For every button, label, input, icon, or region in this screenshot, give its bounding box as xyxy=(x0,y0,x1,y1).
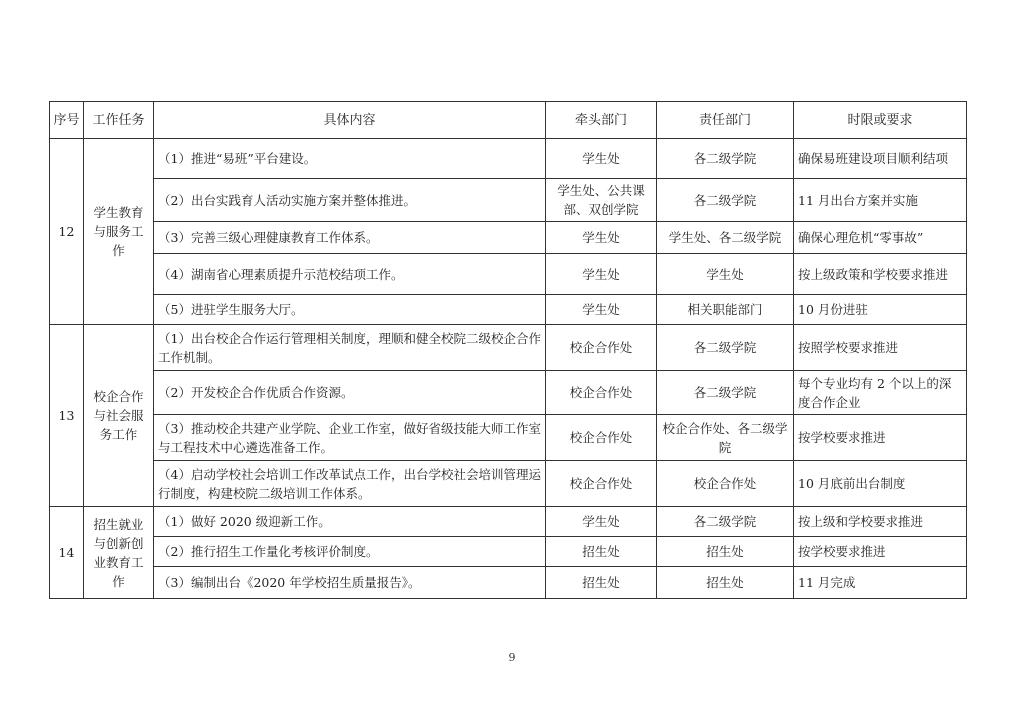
row-lead-dept: 学生处 xyxy=(546,139,657,179)
row-resp-dept: 招生处 xyxy=(657,537,794,567)
row-content: （1）出台校企合作运行管理相关制度，理顺和健全校院二级校企合作工作机制。 xyxy=(154,325,546,371)
work-plan-table xyxy=(49,101,967,599)
row-lead-dept: 校企合作处 xyxy=(546,415,657,461)
row-resp-dept: 学生处、各二级学院 xyxy=(657,222,794,254)
group-number: 13 xyxy=(50,325,84,507)
row-requirement: 按照学校要求推进 xyxy=(794,325,967,371)
header-task: 工作任务 xyxy=(84,102,154,139)
row-requirement: 确保心理危机“零事故” xyxy=(794,222,967,254)
group-number: 12 xyxy=(50,139,84,325)
row-resp-dept: 相关职能部门 xyxy=(657,295,794,325)
row-lead-dept: 学生处 xyxy=(546,254,657,295)
table-row xyxy=(50,537,967,567)
row-requirement: 每个专业均有 2 个以上的深度合作企业 xyxy=(794,371,967,415)
row-lead-dept: 学生处 xyxy=(546,222,657,254)
row-requirement: 按上级政策和学校要求推进 xyxy=(794,254,967,295)
table-row xyxy=(50,254,967,295)
row-requirement: 11 月出台方案并实施 xyxy=(794,179,967,222)
row-lead-dept: 学生处 xyxy=(546,295,657,325)
row-content: （3）编制出台《2020 年学校招生质量报告》。 xyxy=(154,567,546,599)
header-num: 序号 xyxy=(50,102,84,139)
header-lead-dept: 牵头部门 xyxy=(546,102,657,139)
table-row xyxy=(50,507,967,537)
row-content: （1）推进“易班”平台建设。 xyxy=(154,139,546,179)
group-task: 校企合作与社会服务工作 xyxy=(84,325,154,507)
row-lead-dept: 学生处 xyxy=(546,507,657,537)
row-lead-dept: 招生处 xyxy=(546,537,657,567)
row-resp-dept: 各二级学院 xyxy=(657,371,794,415)
table-row xyxy=(50,222,967,254)
row-content: （2）推行招生工作量化考核评价制度。 xyxy=(154,537,546,567)
row-requirement: 按上级和学校要求推进 xyxy=(794,507,967,537)
row-content: （3）推动校企共建产业学院、企业工作室，做好省级技能大师工作室与工程技术中心遴选准备工作。 xyxy=(154,415,546,461)
table-row xyxy=(50,415,967,461)
row-resp-dept: 招生处 xyxy=(657,567,794,599)
table-row xyxy=(50,325,967,371)
group-task: 招生就业与创新创业教育工作 xyxy=(84,507,154,599)
row-requirement: 确保易班建设项目顺利结项 xyxy=(794,139,967,179)
row-requirement: 按学校要求推进 xyxy=(794,537,967,567)
table-row xyxy=(50,371,967,415)
row-requirement: 10 月份进驻 xyxy=(794,295,967,325)
row-content: （4）湖南省心理素质提升示范校结项工作。 xyxy=(154,254,546,295)
row-requirement: 10 月底前出台制度 xyxy=(794,461,967,507)
table-row xyxy=(50,295,967,325)
row-resp-dept: 各二级学院 xyxy=(657,139,794,179)
row-resp-dept: 学生处 xyxy=(657,254,794,295)
group-number: 14 xyxy=(50,507,84,599)
header-requirement: 时限或要求 xyxy=(794,102,967,139)
row-resp-dept: 校企合作处、各二级学院 xyxy=(657,415,794,461)
row-requirement: 11 月完成 xyxy=(794,567,967,599)
row-content: （2）开发校企合作优质合作资源。 xyxy=(154,371,546,415)
header-resp-dept: 责任部门 xyxy=(657,102,794,139)
table-row xyxy=(50,139,967,179)
row-requirement: 按学校要求推进 xyxy=(794,415,967,461)
row-lead-dept: 校企合作处 xyxy=(546,461,657,507)
row-lead-dept: 学生处、公共课部、双创学院 xyxy=(546,179,657,222)
table-row xyxy=(50,179,967,222)
row-lead-dept: 校企合作处 xyxy=(546,371,657,415)
row-content: （1）做好 2020 级迎新工作。 xyxy=(154,507,546,537)
table-header-row xyxy=(50,102,967,139)
header-content: 具体内容 xyxy=(154,102,546,139)
row-resp-dept: 各二级学院 xyxy=(657,325,794,371)
group-task: 学生教育与服务工作 xyxy=(84,139,154,325)
table-row xyxy=(50,567,967,599)
row-content: （3）完善三级心理健康教育工作体系。 xyxy=(154,222,546,254)
row-resp-dept: 校企合作处 xyxy=(657,461,794,507)
row-resp-dept: 各二级学院 xyxy=(657,507,794,537)
row-resp-dept: 各二级学院 xyxy=(657,179,794,222)
table-row xyxy=(50,461,967,507)
row-content: （4）启动学校社会培训工作改革试点工作，出台学校社会培训管理运行制度，构建校院二级培训工作体系。 xyxy=(154,461,546,507)
row-lead-dept: 招生处 xyxy=(546,567,657,599)
row-content: （2）出台实践育人活动实施方案并整体推进。 xyxy=(154,179,546,222)
row-content: （5）进驻学生服务大厅。 xyxy=(154,295,546,325)
page-number: 9 xyxy=(508,651,516,664)
row-lead-dept: 校企合作处 xyxy=(546,325,657,371)
